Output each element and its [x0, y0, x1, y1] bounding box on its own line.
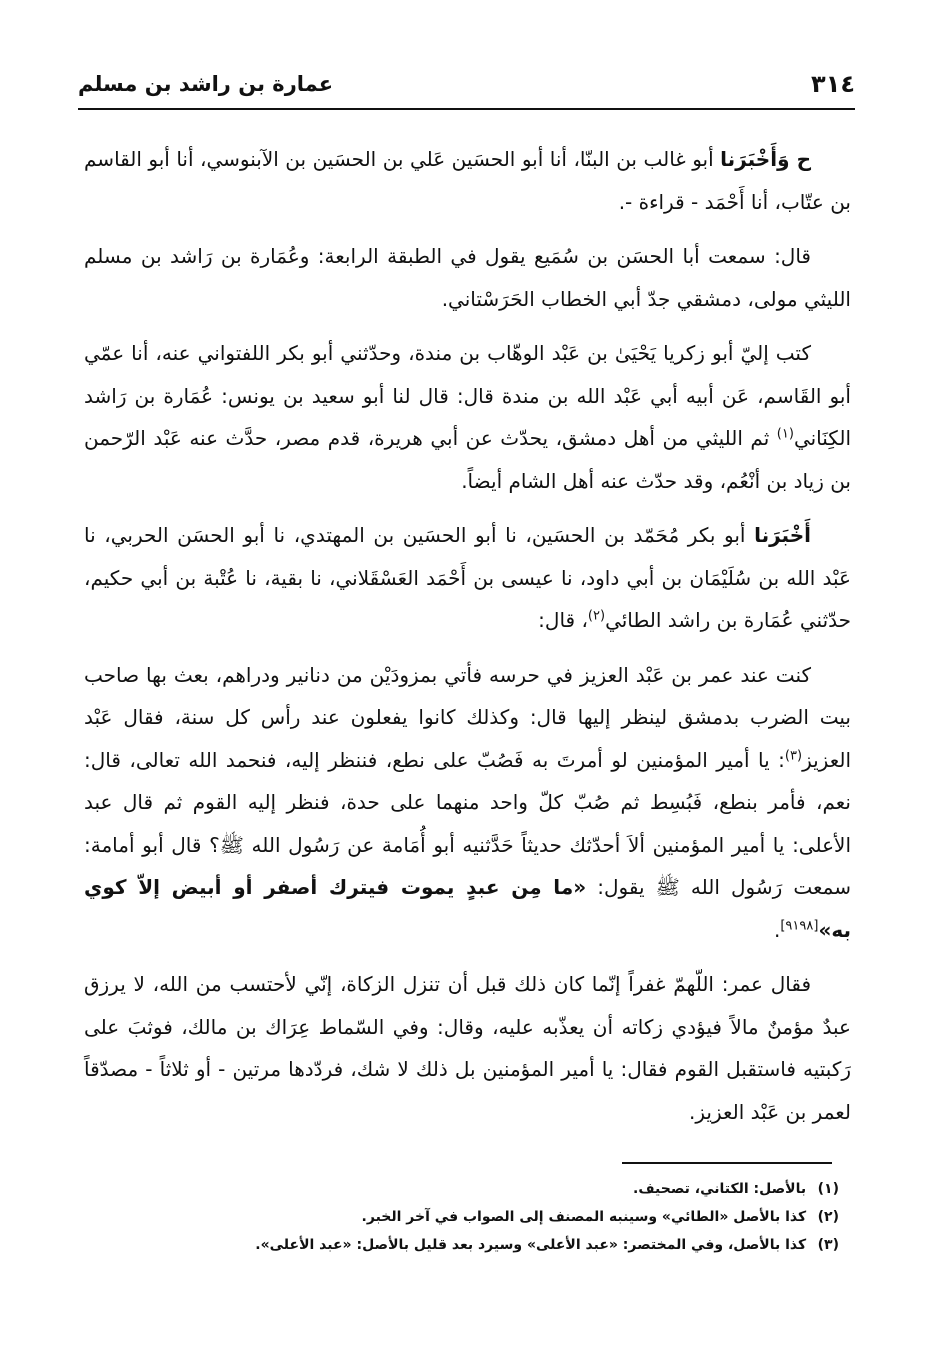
paragraph-4	[84, 514, 851, 642]
footnote-1	[84, 1175, 839, 1203]
paragraph-text: قال: سمعت أبا الحسَن بن سُمَيع يقول في الطبقة الرابعة: وعُمَارة بن رَاشد بن مسلم الليثي مولى، دمشقي جدّ أبي الخطاب الحَرَسْتاني.	[84, 244, 851, 311]
paragraph-text: فقال عمر: اللّهمّ غفراً إنّما كان ذلك قبل أن تنزل الزكاة، إنّي لأحتسب من الله، لا يرزق عبدٌ مؤمنٌ مالاً فيؤدي زكاته أن يعذّبه عليه، وقال: وفي السّماط عِرَاك بن مالك، فوثبَ على رَكبتيه فاستقبل القوم فقال: يا أمير المؤمنين بل ذلك لا شك، فردّدها مرتين - أو ثلاثاً - مصدّقاً لعمر بن عَبْد العزيز.	[84, 972, 851, 1124]
footnote-number: (٢)	[817, 1209, 839, 1225]
footnote-ref-2: (٢)	[587, 608, 606, 624]
footnote-number: (٣)	[817, 1237, 839, 1253]
header-rule	[78, 108, 855, 110]
hadith-number: [٩١٩٨]	[780, 917, 819, 933]
page-header	[78, 66, 855, 110]
chain-lead: ح وَأَخْبَرَنا	[720, 147, 811, 171]
page-number: ٣١٤	[811, 70, 855, 98]
footnote-2	[84, 1203, 839, 1231]
footnote-number: (١)	[817, 1181, 839, 1197]
running-title: عمارة بن راشد بن مسلم	[78, 72, 334, 96]
paragraph-1	[84, 138, 851, 223]
paragraph-6	[84, 963, 851, 1133]
footnotes	[84, 1175, 839, 1259]
footnote-ref-3: (٣)	[784, 747, 803, 763]
paragraph-5	[84, 654, 851, 952]
main-text	[84, 138, 851, 1145]
chain-lead: أَخْبَرَنا	[754, 523, 811, 547]
hadith-quote: «ما مِن عبدٍ يموت فيترك أصفر أو أبيض إلاّ كوي به»	[84, 875, 851, 942]
paragraph-text: : يا أمير المؤمنين لو أمرتَ به فَصُبّ على نطع، فننظر إليه، فنحمد الله تعالى، قال: نعم، فأمر بنطع، فَبُسِط ثم صُبّ كلّ واحد منهما على حدة، فنظر إليه القوم ثم قال عبد الأعلى: يا أمير المؤمنين ألاَ أحدّثك حديثاً حَدَّثنيه أبو أُمَامة عن رَسُول الله ﷺ؟ قال أبو أمامة: سمعت رَسُول الله ﷺ يقول:	[84, 747, 851, 899]
footnote-3	[84, 1231, 839, 1259]
paragraph-text: أبو غالب بن البنّا، أنا أبو الحسَين عَلي بن الحسَين بن الآبنوسي، أنا أبو القاسم بن عتّاب، أنا أَحْمَد - قراءة -.	[84, 147, 851, 214]
paragraph-text: كنت عند عمر بن عَبْد العزيز في حرسه فأتي بمزودَيْن من دنانير ودراهم، بعث بها صاحب بيت الضرب بدمشق لينظر إليها قال: وكذلك كانوا يفعلون عند رأس كل سنة، فقال عَبْد العزيز	[84, 662, 851, 772]
paragraph-text: ثم الليثي من أهل دمشق، يحدّث عن أبي هريرة، قدم مصر، حدَّث عنه عَبْد الرّحمن بن زياد بن أنْعُم، وقد حدّث عنه أهل الشام أيضاً.	[84, 426, 851, 493]
footnote-rule	[622, 1162, 832, 1164]
paragraph-text: ، قال:	[538, 608, 588, 632]
paragraph-end: .	[773, 917, 781, 942]
paragraph-2	[84, 235, 851, 320]
paragraph-text: أبو بكر مُحَمّد بن الحسَين، نا أبو الحسَين بن المهتدي، نا أبو الحسَن الحربي، نا عَبْد الله بن سُلَيْمَان بن أبي داود، نا عيسى بن أَحْمَد العَسْقَلاني، نا بقية، نا عُتْبة بن أبي حكيم، حدّثني عُمَارة بن راشد الطائي	[84, 523, 851, 632]
footnote-ref-1: (١)	[776, 426, 794, 442]
footnote-text: كذا بالأصل «الطائي» وسينبه المصنف إلى الصواب في آخر الخبر.	[361, 1209, 807, 1225]
footnote-text: كذا بالأصل، وفي المختصر: «عبد الأعلى» وسيرد بعد قليل بالأصل: «عبد الأعلى».	[255, 1237, 807, 1253]
paragraph-3	[84, 332, 851, 502]
footnote-text: بالأصل: الكتاني، تصحيف.	[633, 1181, 807, 1197]
paragraph-text: كتب إليّ أبو زكريا يَحْيَىٰ بن عَبْد الوهّاب بن مندة، وحدّثني أبو بكر اللفتواني عنه، أنا عمّي أبو القَاسم، عَن أبيه أبي عَبْد الله بن مندة قال: قال لنا أبو سعيد بن يونس: عُمَارة بن رَاشد الكِنَاني	[84, 341, 851, 450]
